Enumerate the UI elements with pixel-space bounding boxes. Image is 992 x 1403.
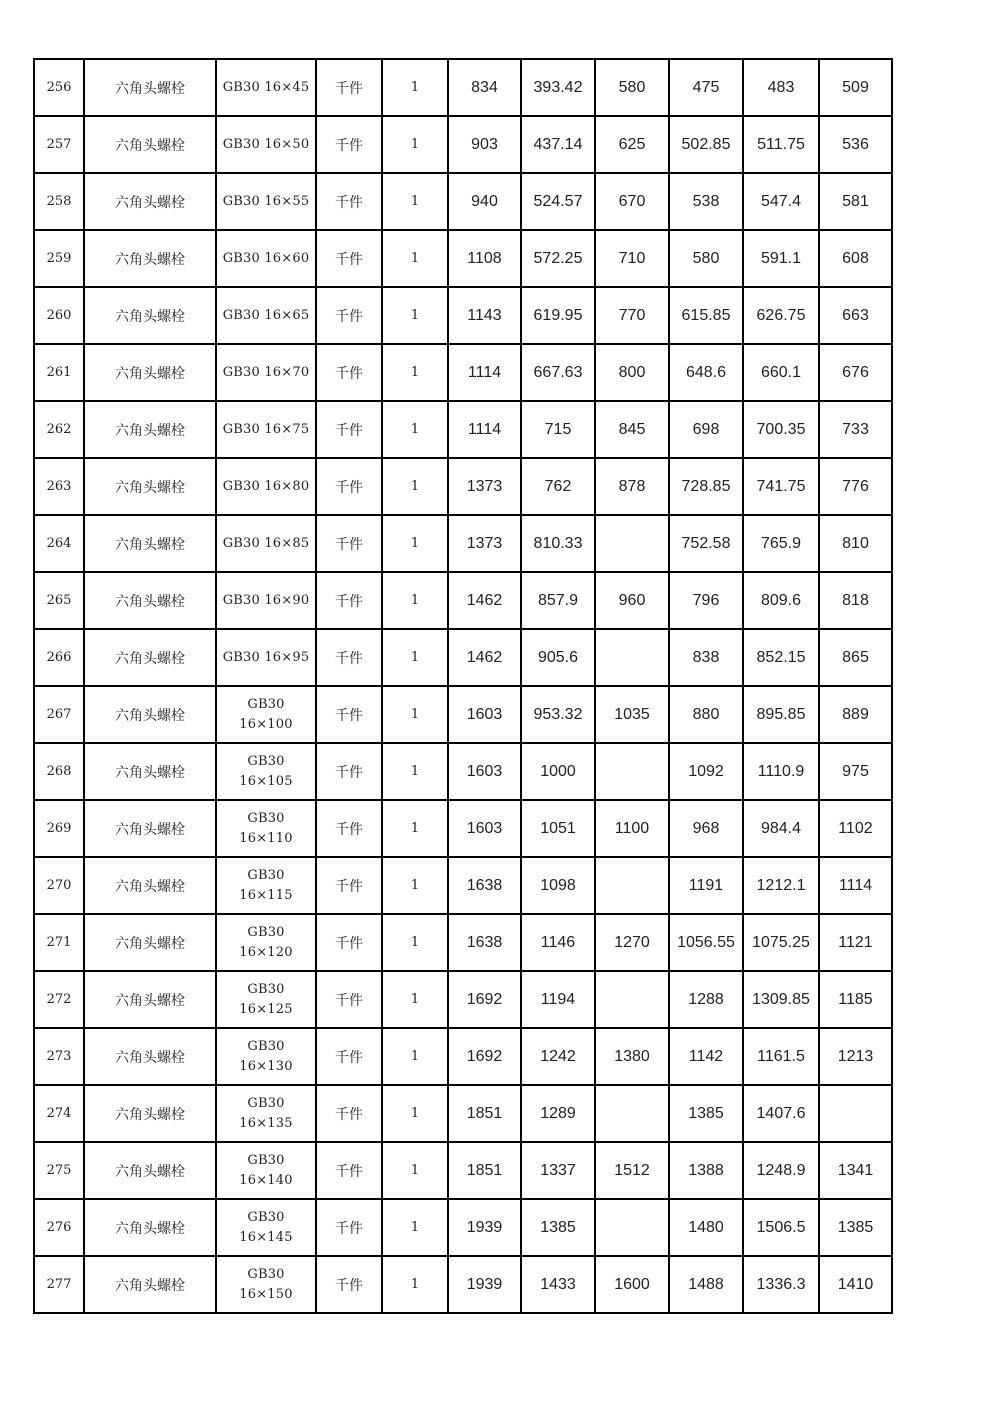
- cell-price-2: 572.25: [521, 230, 595, 287]
- cell-specification: GB30 16×90: [216, 572, 316, 629]
- cell-price-4: 880: [669, 686, 743, 743]
- table-row: [34, 743, 892, 800]
- cell-item-number: 270: [34, 857, 84, 914]
- table-row: [34, 800, 892, 857]
- cell-price-1: 1939: [448, 1199, 521, 1256]
- cell-price-2: 1098: [521, 857, 595, 914]
- cell-price-4: 1092: [669, 743, 743, 800]
- price-table: [33, 58, 893, 1314]
- cell-price-4: 1488: [669, 1256, 743, 1313]
- cell-price-5: 984.4: [743, 800, 819, 857]
- cell-price-1: 1462: [448, 572, 521, 629]
- cell-specification: GB30 16×55: [216, 173, 316, 230]
- cell-price-5: 741.75: [743, 458, 819, 515]
- cell-item-number: 264: [34, 515, 84, 572]
- cell-quantity: 1: [382, 230, 448, 287]
- cell-price-3: 800: [595, 344, 669, 401]
- cell-item-number: 269: [34, 800, 84, 857]
- cell-price-2: 1051: [521, 800, 595, 857]
- cell-quantity: 1: [382, 1256, 448, 1313]
- cell-quantity: 1: [382, 287, 448, 344]
- cell-price-5: 1248.9: [743, 1142, 819, 1199]
- cell-price-4: 728.85: [669, 458, 743, 515]
- cell-price-3: 1380: [595, 1028, 669, 1085]
- cell-price-6: [819, 1085, 892, 1142]
- cell-specification: GB30 16×85: [216, 515, 316, 572]
- cell-price-1: 1462: [448, 629, 521, 686]
- cell-price-5: 1407.6: [743, 1085, 819, 1142]
- cell-product-name: 六角头螺栓: [84, 743, 216, 800]
- table-row: [34, 287, 892, 344]
- cell-price-1: 940: [448, 173, 521, 230]
- cell-unit: 千件: [316, 173, 382, 230]
- cell-quantity: 1: [382, 743, 448, 800]
- cell-specification: GB30 16×115: [216, 857, 316, 914]
- cell-price-6: 1102: [819, 800, 892, 857]
- table-row: [34, 401, 892, 458]
- cell-specification: GB30 16×45: [216, 59, 316, 116]
- cell-unit: 千件: [316, 59, 382, 116]
- cell-price-6: 1185: [819, 971, 892, 1028]
- cell-item-number: 268: [34, 743, 84, 800]
- cell-price-4: 1388: [669, 1142, 743, 1199]
- cell-price-5: 483: [743, 59, 819, 116]
- cell-quantity: 1: [382, 116, 448, 173]
- cell-product-name: 六角头螺栓: [84, 287, 216, 344]
- cell-unit: 千件: [316, 1028, 382, 1085]
- cell-unit: 千件: [316, 1142, 382, 1199]
- cell-price-3: 878: [595, 458, 669, 515]
- cell-price-3: 580: [595, 59, 669, 116]
- cell-price-3: 770: [595, 287, 669, 344]
- cell-unit: 千件: [316, 914, 382, 971]
- table-row: [34, 458, 892, 515]
- cell-specification: GB30 16×100: [216, 686, 316, 743]
- cell-quantity: 1: [382, 458, 448, 515]
- cell-item-number: 258: [34, 173, 84, 230]
- cell-price-1: 1692: [448, 1028, 521, 1085]
- table-row: [34, 230, 892, 287]
- cell-product-name: 六角头螺栓: [84, 344, 216, 401]
- cell-price-4: 796: [669, 572, 743, 629]
- cell-specification: GB30 16×120: [216, 914, 316, 971]
- cell-price-3: [595, 857, 669, 914]
- cell-price-6: 776: [819, 458, 892, 515]
- table-row: [34, 515, 892, 572]
- cell-price-6: 818: [819, 572, 892, 629]
- cell-price-1: 1373: [448, 458, 521, 515]
- cell-price-1: 1851: [448, 1085, 521, 1142]
- cell-quantity: 1: [382, 1199, 448, 1256]
- cell-quantity: 1: [382, 857, 448, 914]
- cell-price-5: 700.35: [743, 401, 819, 458]
- cell-product-name: 六角头螺栓: [84, 1256, 216, 1313]
- cell-price-2: 619.95: [521, 287, 595, 344]
- cell-price-1: 1108: [448, 230, 521, 287]
- cell-price-6: 1114: [819, 857, 892, 914]
- cell-product-name: 六角头螺栓: [84, 59, 216, 116]
- cell-quantity: 1: [382, 173, 448, 230]
- cell-product-name: 六角头螺栓: [84, 857, 216, 914]
- cell-price-6: 1341: [819, 1142, 892, 1199]
- cell-specification: GB30 16×145: [216, 1199, 316, 1256]
- cell-price-3: 710: [595, 230, 669, 287]
- cell-price-1: 1851: [448, 1142, 521, 1199]
- cell-product-name: 六角头螺栓: [84, 1142, 216, 1199]
- cell-unit: 千件: [316, 287, 382, 344]
- cell-price-3: 960: [595, 572, 669, 629]
- cell-price-6: 581: [819, 173, 892, 230]
- cell-price-4: 475: [669, 59, 743, 116]
- cell-price-5: 660.1: [743, 344, 819, 401]
- cell-item-number: 271: [34, 914, 84, 971]
- cell-price-4: 538: [669, 173, 743, 230]
- cell-price-5: 626.75: [743, 287, 819, 344]
- cell-price-1: 834: [448, 59, 521, 116]
- cell-price-6: 608: [819, 230, 892, 287]
- table-row: [34, 971, 892, 1028]
- cell-price-1: 1373: [448, 515, 521, 572]
- cell-quantity: 1: [382, 59, 448, 116]
- cell-price-2: 1242: [521, 1028, 595, 1085]
- cell-quantity: 1: [382, 1085, 448, 1142]
- table-body: [34, 59, 892, 1313]
- table-row: [34, 686, 892, 743]
- cell-price-3: 1512: [595, 1142, 669, 1199]
- cell-unit: 千件: [316, 458, 382, 515]
- cell-price-5: 1212.1: [743, 857, 819, 914]
- cell-unit: 千件: [316, 686, 382, 743]
- cell-price-3: [595, 971, 669, 1028]
- cell-price-2: 1385: [521, 1199, 595, 1256]
- cell-quantity: 1: [382, 971, 448, 1028]
- cell-quantity: 1: [382, 1028, 448, 1085]
- cell-price-1: 903: [448, 116, 521, 173]
- cell-price-3: 1270: [595, 914, 669, 971]
- cell-product-name: 六角头螺栓: [84, 1199, 216, 1256]
- table-row: [34, 1199, 892, 1256]
- table-row: [34, 1142, 892, 1199]
- cell-price-3: [595, 1085, 669, 1142]
- cell-unit: 千件: [316, 1085, 382, 1142]
- cell-price-3: 1100: [595, 800, 669, 857]
- cell-price-6: 676: [819, 344, 892, 401]
- cell-item-number: 257: [34, 116, 84, 173]
- table-row: [34, 1085, 892, 1142]
- cell-price-4: 1385: [669, 1085, 743, 1142]
- cell-price-4: 698: [669, 401, 743, 458]
- cell-item-number: 256: [34, 59, 84, 116]
- cell-price-5: 1161.5: [743, 1028, 819, 1085]
- cell-price-5: 852.15: [743, 629, 819, 686]
- cell-specification: GB30 16×70: [216, 344, 316, 401]
- cell-specification: GB30 16×80: [216, 458, 316, 515]
- cell-price-2: 762: [521, 458, 595, 515]
- cell-unit: 千件: [316, 1199, 382, 1256]
- cell-price-4: 1480: [669, 1199, 743, 1256]
- cell-price-4: 615.85: [669, 287, 743, 344]
- cell-price-2: 1146: [521, 914, 595, 971]
- cell-unit: 千件: [316, 116, 382, 173]
- cell-specification: GB30 16×135: [216, 1085, 316, 1142]
- cell-price-5: 1506.5: [743, 1199, 819, 1256]
- cell-unit: 千件: [316, 230, 382, 287]
- cell-price-5: 547.4: [743, 173, 819, 230]
- cell-product-name: 六角头螺栓: [84, 629, 216, 686]
- cell-item-number: 262: [34, 401, 84, 458]
- cell-price-1: 1603: [448, 743, 521, 800]
- cell-product-name: 六角头螺栓: [84, 401, 216, 458]
- cell-price-1: 1692: [448, 971, 521, 1028]
- cell-unit: 千件: [316, 401, 382, 458]
- cell-item-number: 274: [34, 1085, 84, 1142]
- cell-item-number: 265: [34, 572, 84, 629]
- cell-price-6: 733: [819, 401, 892, 458]
- cell-price-4: 648.6: [669, 344, 743, 401]
- cell-unit: 千件: [316, 743, 382, 800]
- table-row: [34, 173, 892, 230]
- cell-price-2: 953.32: [521, 686, 595, 743]
- cell-price-1: 1638: [448, 914, 521, 971]
- cell-product-name: 六角头螺栓: [84, 1028, 216, 1085]
- cell-price-6: 810: [819, 515, 892, 572]
- cell-unit: 千件: [316, 572, 382, 629]
- cell-item-number: 267: [34, 686, 84, 743]
- cell-price-1: 1114: [448, 401, 521, 458]
- cell-price-1: 1638: [448, 857, 521, 914]
- cell-specification: GB30 16×60: [216, 230, 316, 287]
- cell-price-1: 1603: [448, 686, 521, 743]
- cell-price-2: 1433: [521, 1256, 595, 1313]
- cell-price-5: 511.75: [743, 116, 819, 173]
- cell-price-2: 1289: [521, 1085, 595, 1142]
- cell-price-5: 1075.25: [743, 914, 819, 971]
- cell-price-4: 502.85: [669, 116, 743, 173]
- cell-price-6: 1410: [819, 1256, 892, 1313]
- cell-product-name: 六角头螺栓: [84, 230, 216, 287]
- cell-price-2: 667.63: [521, 344, 595, 401]
- cell-quantity: 1: [382, 800, 448, 857]
- cell-price-3: 1600: [595, 1256, 669, 1313]
- cell-specification: GB30 16×50: [216, 116, 316, 173]
- cell-price-2: 1194: [521, 971, 595, 1028]
- cell-specification: GB30 16×95: [216, 629, 316, 686]
- cell-quantity: 1: [382, 629, 448, 686]
- cell-price-4: 752.58: [669, 515, 743, 572]
- cell-specification: GB30 16×130: [216, 1028, 316, 1085]
- cell-price-2: 1337: [521, 1142, 595, 1199]
- cell-item-number: 261: [34, 344, 84, 401]
- cell-product-name: 六角头螺栓: [84, 1085, 216, 1142]
- cell-quantity: 1: [382, 515, 448, 572]
- cell-product-name: 六角头螺栓: [84, 800, 216, 857]
- cell-item-number: 260: [34, 287, 84, 344]
- cell-price-3: [595, 515, 669, 572]
- table-row: [34, 629, 892, 686]
- cell-price-3: [595, 1199, 669, 1256]
- cell-item-number: 259: [34, 230, 84, 287]
- cell-price-1: 1603: [448, 800, 521, 857]
- cell-price-6: 536: [819, 116, 892, 173]
- cell-unit: 千件: [316, 857, 382, 914]
- cell-product-name: 六角头螺栓: [84, 116, 216, 173]
- cell-price-5: 1336.3: [743, 1256, 819, 1313]
- cell-price-2: 524.57: [521, 173, 595, 230]
- cell-product-name: 六角头螺栓: [84, 515, 216, 572]
- table-row: [34, 914, 892, 971]
- cell-price-6: 1385: [819, 1199, 892, 1256]
- cell-unit: 千件: [316, 515, 382, 572]
- cell-price-3: [595, 629, 669, 686]
- cell-price-6: 1121: [819, 914, 892, 971]
- cell-product-name: 六角头螺栓: [84, 971, 216, 1028]
- cell-price-2: 1000: [521, 743, 595, 800]
- cell-price-5: 1110.9: [743, 743, 819, 800]
- cell-price-2: 393.42: [521, 59, 595, 116]
- cell-product-name: 六角头螺栓: [84, 572, 216, 629]
- cell-price-3: 625: [595, 116, 669, 173]
- table-row: [34, 1256, 892, 1313]
- cell-price-6: 975: [819, 743, 892, 800]
- cell-price-4: 1191: [669, 857, 743, 914]
- cell-price-4: 838: [669, 629, 743, 686]
- cell-item-number: 275: [34, 1142, 84, 1199]
- cell-price-5: 765.9: [743, 515, 819, 572]
- cell-price-5: 591.1: [743, 230, 819, 287]
- cell-item-number: 272: [34, 971, 84, 1028]
- cell-price-6: 509: [819, 59, 892, 116]
- cell-price-1: 1114: [448, 344, 521, 401]
- cell-price-4: 1142: [669, 1028, 743, 1085]
- cell-specification: GB30 16×105: [216, 743, 316, 800]
- cell-specification: GB30 16×65: [216, 287, 316, 344]
- cell-price-4: 968: [669, 800, 743, 857]
- cell-item-number: 263: [34, 458, 84, 515]
- cell-price-6: 889: [819, 686, 892, 743]
- cell-price-2: 437.14: [521, 116, 595, 173]
- cell-price-5: 895.85: [743, 686, 819, 743]
- cell-quantity: 1: [382, 686, 448, 743]
- cell-price-6: 1213: [819, 1028, 892, 1085]
- cell-item-number: 277: [34, 1256, 84, 1313]
- cell-price-4: 1056.55: [669, 914, 743, 971]
- cell-price-2: 905.6: [521, 629, 595, 686]
- table-row: [34, 1028, 892, 1085]
- cell-price-1: 1143: [448, 287, 521, 344]
- cell-specification: GB30 16×75: [216, 401, 316, 458]
- cell-unit: 千件: [316, 1256, 382, 1313]
- cell-product-name: 六角头螺栓: [84, 686, 216, 743]
- cell-price-3: 670: [595, 173, 669, 230]
- cell-price-6: 663: [819, 287, 892, 344]
- cell-price-4: 1288: [669, 971, 743, 1028]
- cell-price-3: [595, 743, 669, 800]
- cell-quantity: 1: [382, 401, 448, 458]
- table-row: [34, 572, 892, 629]
- cell-specification: GB30 16×140: [216, 1142, 316, 1199]
- cell-unit: 千件: [316, 971, 382, 1028]
- table-row: [34, 857, 892, 914]
- cell-quantity: 1: [382, 572, 448, 629]
- cell-specification: GB30 16×150: [216, 1256, 316, 1313]
- cell-price-2: 857.9: [521, 572, 595, 629]
- cell-price-5: 1309.85: [743, 971, 819, 1028]
- cell-unit: 千件: [316, 344, 382, 401]
- cell-price-2: 810.33: [521, 515, 595, 572]
- cell-specification: GB30 16×110: [216, 800, 316, 857]
- table-row: [34, 344, 892, 401]
- cell-specification: GB30 16×125: [216, 971, 316, 1028]
- cell-unit: 千件: [316, 800, 382, 857]
- cell-price-1: 1939: [448, 1256, 521, 1313]
- cell-item-number: 273: [34, 1028, 84, 1085]
- cell-quantity: 1: [382, 1142, 448, 1199]
- cell-quantity: 1: [382, 344, 448, 401]
- table-row: [34, 59, 892, 116]
- cell-unit: 千件: [316, 629, 382, 686]
- cell-quantity: 1: [382, 914, 448, 971]
- cell-price-3: 1035: [595, 686, 669, 743]
- cell-price-3: 845: [595, 401, 669, 458]
- cell-price-5: 809.6: [743, 572, 819, 629]
- cell-item-number: 266: [34, 629, 84, 686]
- cell-product-name: 六角头螺栓: [84, 173, 216, 230]
- table-row: [34, 116, 892, 173]
- cell-product-name: 六角头螺栓: [84, 914, 216, 971]
- cell-price-2: 715: [521, 401, 595, 458]
- cell-price-6: 865: [819, 629, 892, 686]
- cell-price-4: 580: [669, 230, 743, 287]
- cell-item-number: 276: [34, 1199, 84, 1256]
- cell-product-name: 六角头螺栓: [84, 458, 216, 515]
